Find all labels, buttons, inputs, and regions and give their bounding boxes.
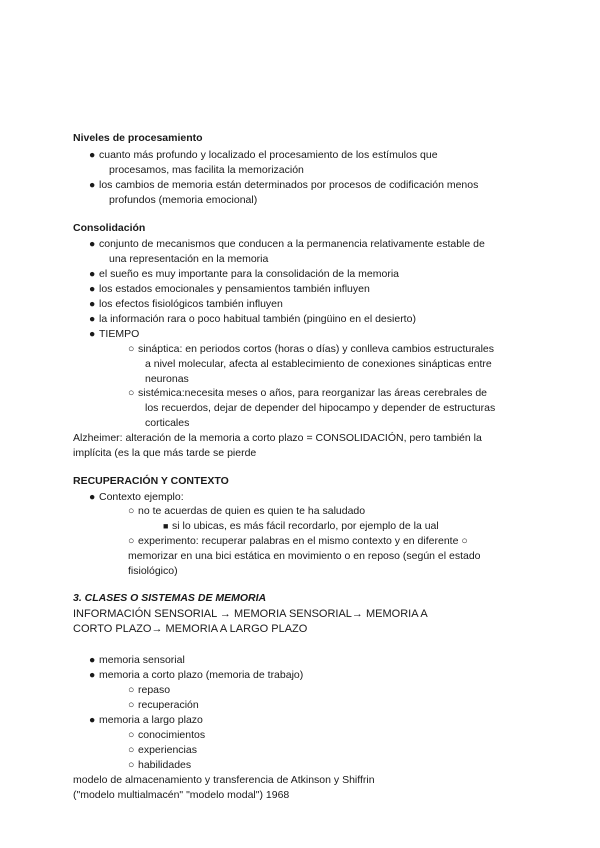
text-line: cuanto más profundo y localizado el procesamiento de los estímulos que	[99, 149, 438, 161]
bullet-circle: ○	[128, 535, 135, 547]
bullet-square: ■	[163, 521, 169, 531]
bullet-dot: ●	[89, 283, 96, 295]
section-heading-clases: 3. CLASES O SISTEMAS DE MEMORIA	[73, 592, 267, 604]
text-line: experiencias	[138, 744, 197, 756]
bullet-dot: ●	[89, 298, 96, 310]
text-line: recuperación	[138, 699, 199, 711]
text-line: corticales	[145, 417, 190, 429]
bullet-dot: ●	[89, 268, 96, 280]
text-line: a nivel molecular, afecta al establecimiento de conexiones sinápticas entre	[145, 358, 492, 370]
text-line: Contexto ejemplo:	[99, 491, 184, 503]
text-line: memoria a corto plazo (memoria de trabajo)	[99, 669, 304, 681]
bullet-dot: ●	[89, 313, 96, 325]
text-line: memorizar en una bici estática en movimiento o en reposo (según el estado	[128, 550, 481, 562]
text-line: los cambios de memoria están determinados por procesos de codificación menos	[99, 179, 479, 191]
text-line: INFORMACIÓN SENSORIAL → MEMORIA SENSORIAL→ MEMORIA A	[73, 608, 428, 620]
text-line: sistémica:necesita meses o años, para reorganizar las áreas cerebrales de	[138, 387, 488, 399]
bullet-circle: ○	[128, 505, 135, 517]
bullet-circle: ○	[128, 729, 135, 741]
text-line: la información rara o poco habitual también (pingüino en el desierto)	[99, 313, 416, 325]
text-line: profundos (memoria emocional)	[109, 194, 258, 206]
bullet-dot: ●	[89, 654, 96, 666]
bullet-circle: ○	[128, 744, 135, 756]
bullet-dot: ●	[89, 238, 96, 250]
section-heading-niveles: Niveles de procesamiento	[73, 132, 203, 144]
text-line: TIEMPO	[99, 328, 140, 340]
text-line: memoria sensorial	[99, 654, 185, 666]
text-line: los estados emocionales y pensamientos también influyen	[99, 283, 370, 295]
text-line: Alzheimer: alteración de la memoria a corto plazo = CONSOLIDACIÓN, pero también la	[73, 432, 482, 444]
section-heading-recuperacion: RECUPERACIÓN Y CONTEXTO	[73, 475, 229, 487]
text-line: una representación en la memoria	[109, 253, 269, 265]
text-line: experimento: recuperar palabras en el mismo contexto y en diferente ○	[138, 535, 468, 547]
text-line: implícita (es la que más tarde se pierde	[73, 447, 257, 459]
bullet-circle: ○	[128, 387, 135, 399]
text-line: conjunto de mecanismos que conducen a la permanencia relativamente estable de	[99, 238, 485, 250]
bullet-dot: ●	[89, 714, 96, 726]
text-line: CORTO PLAZO→ MEMORIA A LARGO PLAZO	[73, 623, 308, 635]
text-line: no te acuerdas de quien es quien te ha saludado	[138, 505, 366, 517]
text-line: los recuerdos, dejar de depender del hipocampo y depender de estructuras	[145, 402, 496, 414]
bullet-dot: ●	[89, 328, 96, 340]
bullet-dot: ●	[89, 491, 96, 503]
bullet-circle: ○	[128, 759, 135, 771]
text-line: modelo de almacenamiento y transferencia de Atkinson y Shiffrin	[73, 774, 375, 786]
text-line: conocimientos	[138, 729, 206, 741]
bullet-circle: ○	[128, 699, 135, 711]
text-line: memoria a largo plazo	[99, 714, 203, 726]
text-line: los efectos fisiológicos también influyen	[99, 298, 283, 310]
text-line: ("modelo multialmacén" "modelo modal") 1968	[73, 789, 290, 801]
section-heading-consolidacion: Consolidación	[73, 222, 146, 234]
bullet-circle: ○	[128, 343, 135, 355]
bullet-dot: ●	[89, 149, 96, 161]
text-line: procesamos, mas facilita la memorización	[109, 164, 304, 176]
text-line: neuronas	[145, 373, 189, 385]
bullet-circle: ○	[128, 684, 135, 696]
bullet-dot: ●	[89, 669, 96, 681]
bullet-dot: ●	[89, 179, 96, 191]
text-line: fisiológico)	[128, 565, 178, 577]
text-line: repaso	[138, 684, 171, 696]
text-line: sináptica: en periodos cortos (horas o días) y conlleva cambios estructurales	[138, 343, 495, 355]
text-line: si lo ubicas, es más fácil recordarlo, por ejemplo de la ual	[172, 520, 439, 532]
text-line: habilidades	[138, 759, 192, 771]
text-line: el sueño es muy importante para la consolidación de la memoria	[99, 268, 399, 280]
